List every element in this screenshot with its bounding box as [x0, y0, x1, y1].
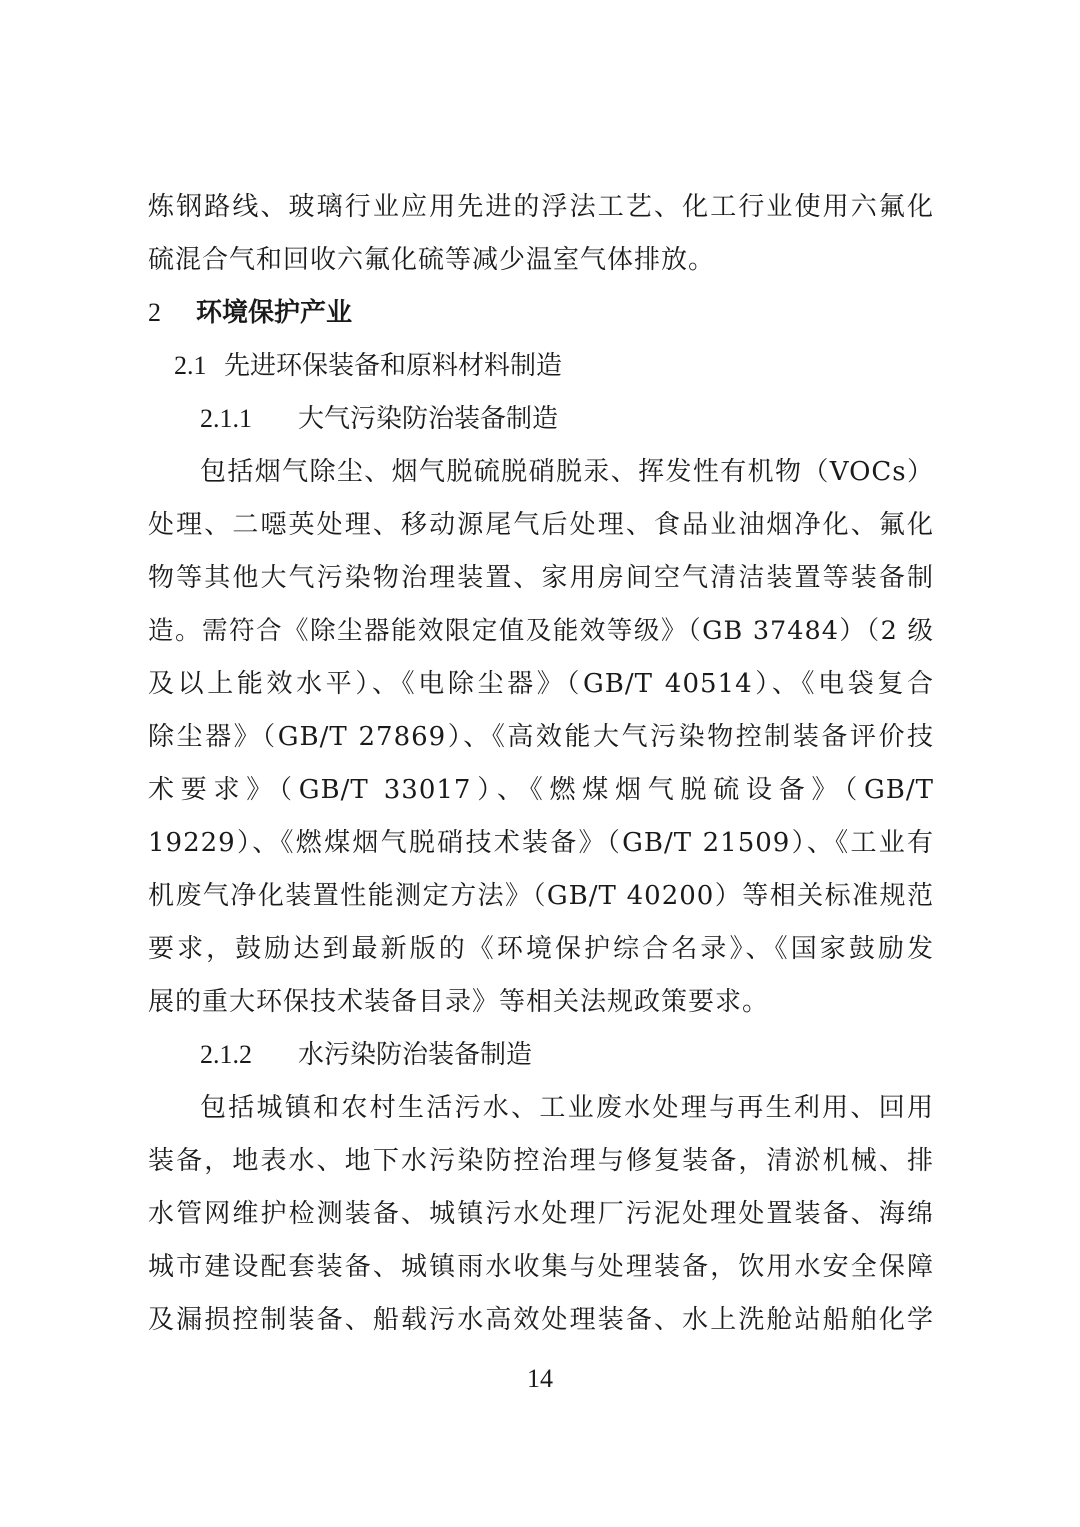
section-number: 2 [148, 298, 161, 327]
section-heading [148, 293, 352, 333]
subsubsection-title: 水污染防治装备制造 [298, 1040, 533, 1070]
subsubsection-number: 2.1.2 [200, 1040, 252, 1069]
paragraph-line: 及以上能效水平）、《电除尘器》（GB/T 40514）、《电袋复合 [148, 669, 934, 699]
paragraph-line: 机废气净化装置性能测定方法》（GB/T 40200）等相关标准规范 [148, 881, 934, 911]
paragraph-line: 及漏损控制装备、船载污水高效处理装备、水上洗舱站船舶化学 [148, 1305, 934, 1335]
paragraph-line: 包括城镇和农村生活污水、工业废水处理与再生利用、回用 [200, 1093, 934, 1123]
paragraph-line: 硫混合气和回收六氟化硫等减少温室气体排放。 [148, 245, 716, 275]
paragraph-line: 城市建设配套装备、城镇雨水收集与处理装备，饮用水安全保障 [148, 1252, 934, 1282]
subsection-title: 先进环保装备和原料材料制造 [224, 351, 563, 381]
paragraph-line: 造。需符合《除尘器能效限定值及能效等级》（GB 37484）（2 级 [148, 616, 934, 646]
subsection-heading [174, 346, 562, 386]
subsubsection-heading [200, 1035, 532, 1075]
subsubsection-heading [200, 399, 558, 439]
paragraph-line: 水管网维护检测装备、城镇污水处理厂污泥处理处置装备、海绵 [148, 1199, 934, 1229]
section-title: 环境保护产业 [196, 298, 353, 328]
paragraph-line: 炼钢路线、玻璃行业应用先进的浮法工艺、化工行业使用六氟化 [148, 192, 934, 222]
paragraph-line: 除尘器》（GB/T 27869）、《高效能大气污染物控制装备评价技 [148, 722, 934, 752]
page-number: 14 [527, 1364, 553, 1393]
paragraph-line: 术要求》（GB/T 33017）、《燃煤烟气脱硫设备》（GB/T [148, 775, 934, 805]
paragraph-line: 19229）、《燃煤烟气脱硝技术装备》（GB/T 21509）、《工业有 [148, 828, 934, 858]
paragraph-line: 处理、二噁英处理、移动源尾气后处理、食品业油烟净化、氟化 [148, 510, 934, 540]
subsubsection-number: 2.1.1 [200, 404, 252, 433]
subsection-number: 2.1 [174, 351, 207, 380]
paragraph-line: 装备，地表水、地下水污染防控治理与修复装备，清淤机械、排 [148, 1146, 934, 1176]
subsubsection-title: 大气污染防治装备制造 [298, 404, 559, 434]
paragraph-line: 展的重大环保技术装备目录》等相关法规政策要求。 [148, 987, 770, 1017]
paragraph-line: 包括烟气除尘、烟气脱硫脱硝脱汞、挥发性有机物（VOCs） [200, 457, 934, 487]
paragraph-line: 物等其他大气污染物治理装置、家用房间空气清洁装置等装备制 [148, 563, 934, 593]
paragraph-line: 要求，鼓励达到最新版的《环境保护综合名录》、《国家鼓励发 [148, 934, 934, 964]
